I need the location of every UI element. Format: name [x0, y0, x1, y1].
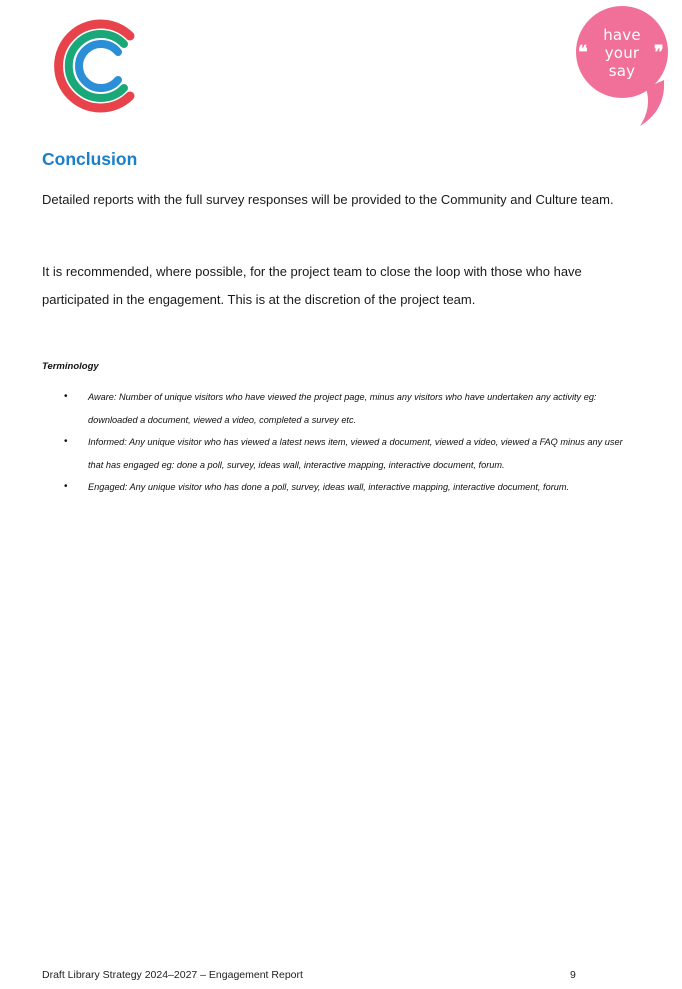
bullet-icon: •: [64, 391, 68, 402]
terminology-item-aware: [64, 386, 624, 431]
page-number: 9: [570, 969, 576, 981]
bullet-icon: •: [64, 481, 68, 492]
terminology-item-engaged: [64, 476, 624, 499]
conclusion-heading: Conclusion: [42, 149, 138, 169]
terminology-heading: Terminology: [42, 361, 99, 372]
conclusion-paragraph-1: Detailed reports with the full survey responses will be provided to the Community and Culture team.: [42, 192, 614, 207]
council-logo-icon: [48, 16, 140, 116]
have-your-say-logo: [574, 4, 674, 128]
close-quote-icon: ❞: [654, 42, 664, 63]
hys-line-1: have: [603, 26, 641, 44]
hys-line-3: say: [608, 62, 636, 80]
hys-line-2: your: [604, 44, 640, 62]
terminology-list: [64, 386, 624, 499]
terminology-item-text: Informed: Any unique visitor who has viewed a latest news item, viewed a document, viewed a video, viewed a FAQ minus any user that has engaged eg: done a poll, survey, ideas wall, interactive mapping, interactive document, forum.: [88, 437, 623, 470]
bullet-icon: •: [64, 436, 68, 447]
terminology-item-informed: [64, 431, 624, 476]
terminology-item-text: Engaged: Any unique visitor who has done a poll, survey, ideas wall, interactive mapping, interactive document, forum.: [88, 482, 570, 492]
open-quote-icon: ❝: [578, 42, 588, 63]
terminology-item-text: Aware: Number of unique visitors who have viewed the project page, minus any visitors who have undertaken any activity eg: downloaded a document, viewed a video, completed a survey etc.: [88, 392, 597, 425]
footer-title: Draft Library Strategy 2024–2027 – Engagement Report: [42, 969, 303, 981]
conclusion-paragraph-2: It is recommended, where possible, for the project team to close the loop with those who have participated in the engagement. This is at the discretion of the project team.: [42, 264, 582, 307]
